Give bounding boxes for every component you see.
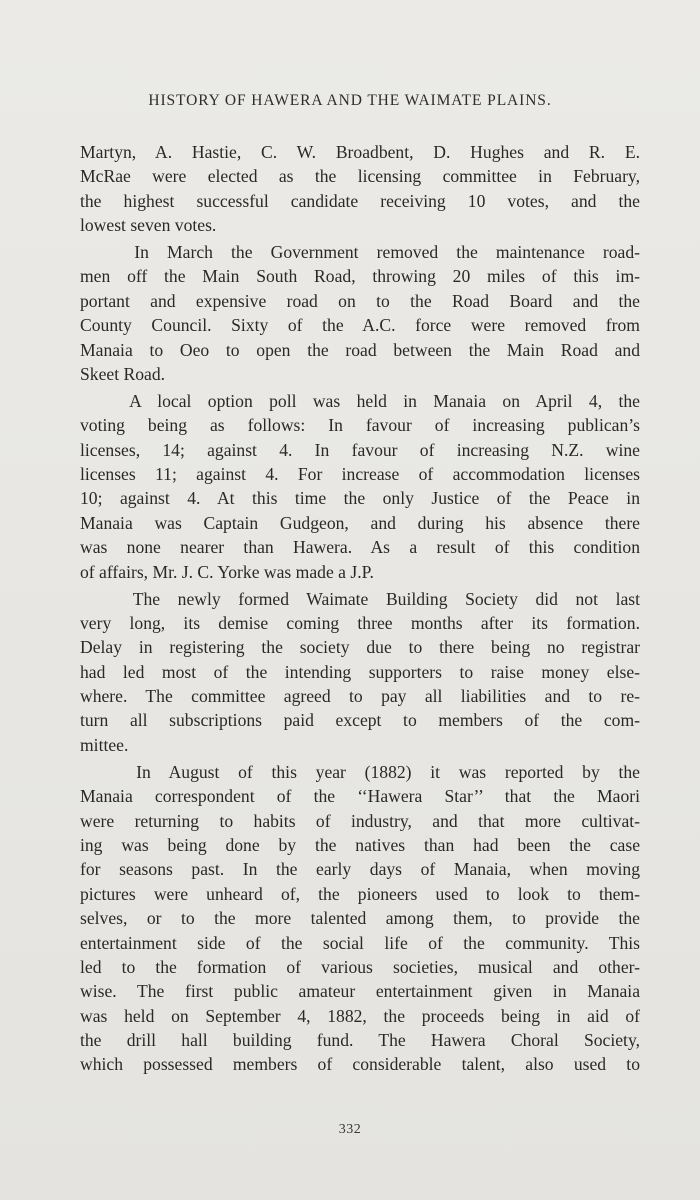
text-line: pictures were unheard of, the pioneers used to look to them- xyxy=(80,883,640,904)
text-line: Manaia to Oeo to open the road between the Main Road and xyxy=(80,339,640,360)
page-number: 332 xyxy=(338,1122,362,1137)
text-line: had led most of the intending supporters to raise money else- xyxy=(80,661,640,682)
text-line: entertainment side of the social life of the community. This xyxy=(80,932,640,953)
text-line: In August of this year (1882) it was reported by the xyxy=(80,761,640,782)
text-line: Manaia was Captain Gudgeon, and during his absence there xyxy=(80,512,640,533)
text-line: men off the Main South Road, throwing 20 miles of this im- xyxy=(80,266,640,287)
text-line: the drill hall building fund. The Hawera Choral Society, xyxy=(80,1030,640,1051)
text-line: wise. The first public amateur entertainment given in Manaia xyxy=(80,981,640,1002)
text-line: ing was being done by the natives than had been the case xyxy=(80,834,640,855)
text-line: selves, or to the more talented among them, to provide the xyxy=(80,908,640,929)
paragraph xyxy=(80,587,640,758)
text-line: licenses 11; against 4. For increase of accommodation licenses xyxy=(80,464,640,485)
text-line: McRae were elected as the licensing committee in February, xyxy=(80,166,640,187)
text-line: licenses, 14; against 4. In favour of increasing N.Z. wine xyxy=(80,439,640,460)
paragraph xyxy=(80,140,640,238)
text-line: voting being as follows: In favour of increasing publican’s xyxy=(80,415,640,436)
text-line: The newly formed Waimate Building Society did not last xyxy=(80,588,640,609)
paragraph xyxy=(80,760,640,1077)
text-line: of affairs, Mr. J. C. Yorke was made a J.P. xyxy=(80,561,374,582)
text-line: Manaia correspondent of the ‘‘Hawera Star’’ that the Maori xyxy=(80,786,640,807)
text-line: lowest seven votes. xyxy=(80,215,217,236)
text-line: turn all subscriptions paid except to members of the com- xyxy=(80,710,640,731)
text-line: 10; against 4. At this time the only Justice of the Peace in xyxy=(80,488,640,509)
text-line: where. The committee agreed to pay all liabilities and to re- xyxy=(80,686,640,707)
text-line: In March the Government removed the maintenance road- xyxy=(80,242,640,263)
text-line: led to the formation of various societies, musical and other- xyxy=(80,956,640,977)
paragraph xyxy=(80,389,640,584)
text-line: which possessed members of considerable talent, also used to xyxy=(80,1054,640,1075)
text-line: very long, its demise coming three months after its formation. xyxy=(80,612,640,633)
text-line: Delay in registering the society due to there being no registrar xyxy=(80,637,640,658)
text-line: was none nearer than Hawera. As a result of this condition xyxy=(80,537,640,558)
body-text xyxy=(80,140,640,1079)
paragraph xyxy=(80,240,640,386)
text-line: was held on September 4, 1882, the proceeds being in aid of xyxy=(80,1005,640,1026)
running-title: HISTORY OF HAWERA AND THE WAIMATE PLAINS. xyxy=(148,92,552,109)
text-line: were returning to habits of industry, and that more cultivat- xyxy=(80,810,640,831)
text-line: portant and expensive road on to the Road Board and the xyxy=(80,290,640,311)
text-line: A local option poll was held in Manaia on April 4, the xyxy=(80,390,640,411)
text-line: County Council. Sixty of the A.C. force were removed from xyxy=(80,315,640,336)
text-line: for seasons past. In the early days of Manaia, when moving xyxy=(80,859,640,880)
text-line: the highest successful candidate receiving 10 votes, and the xyxy=(80,190,640,211)
text-line: Martyn, A. Hastie, C. W. Broadbent, D. Hughes and R. E. xyxy=(80,142,640,162)
text-line: Skeet Road. xyxy=(80,364,166,385)
text-line: mittee. xyxy=(80,734,129,755)
